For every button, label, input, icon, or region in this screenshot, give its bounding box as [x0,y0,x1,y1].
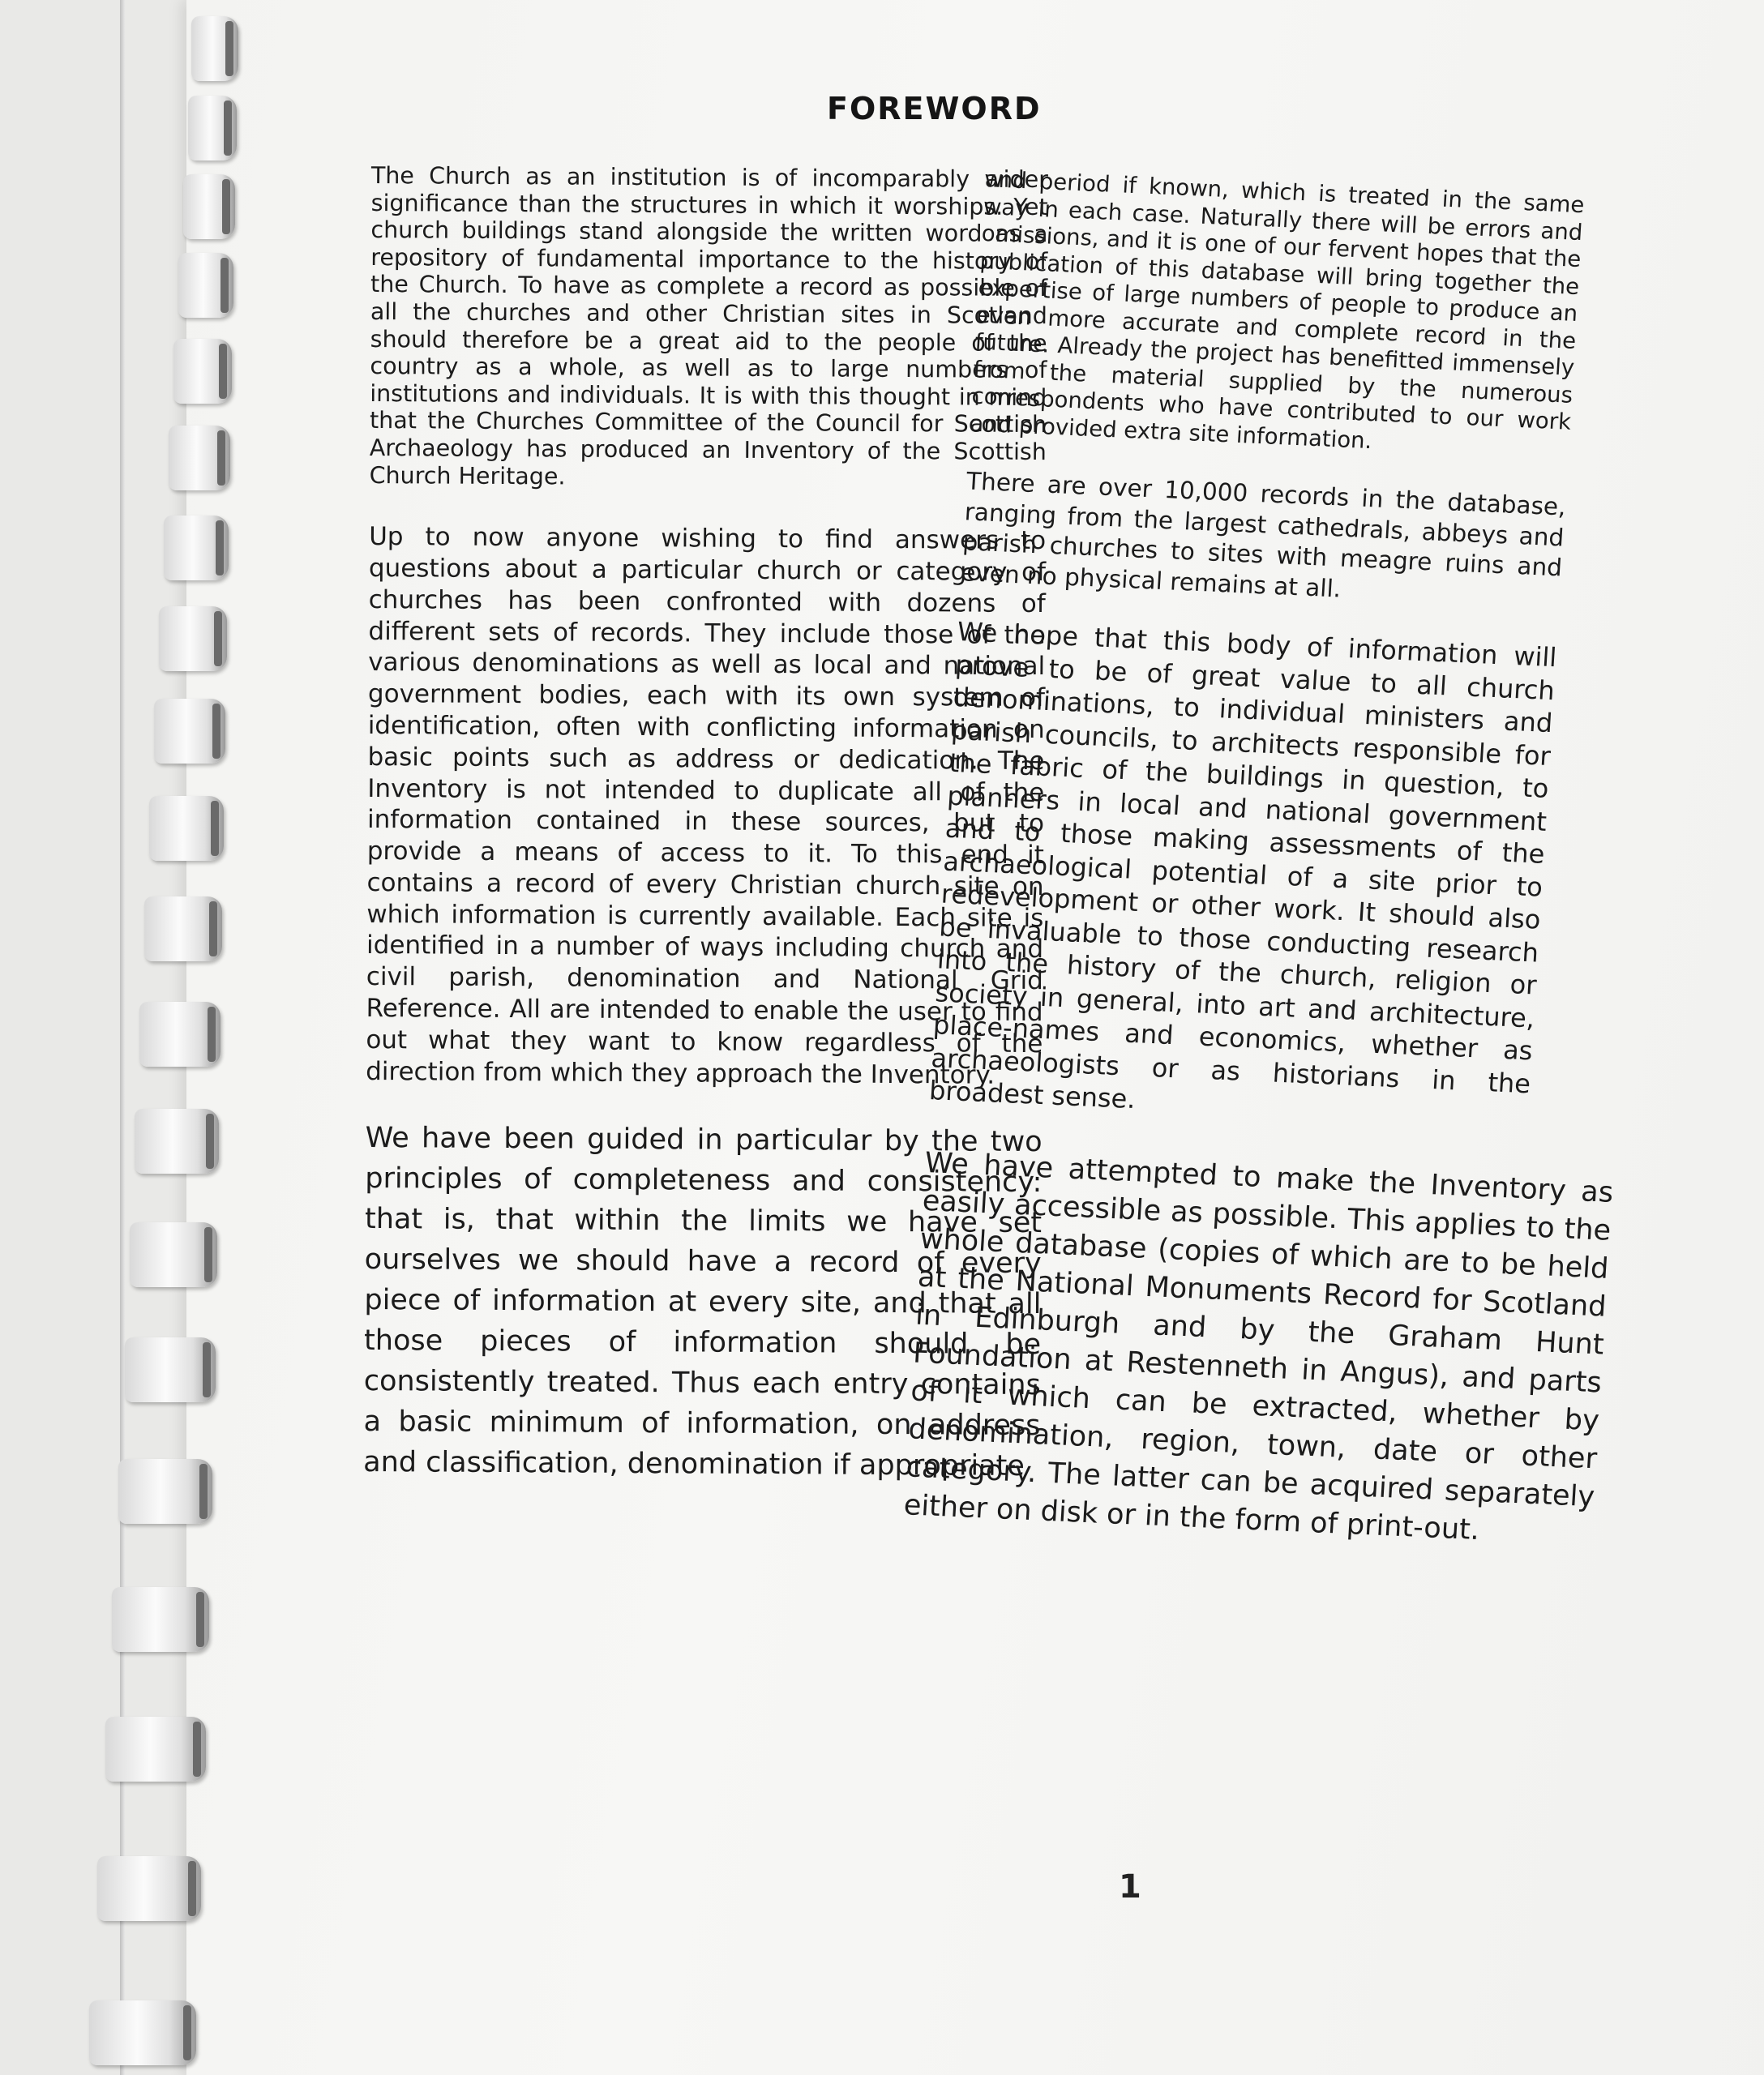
binding-ring [118,1459,212,1524]
paragraph: The Church as an institution is of incomparably wider significance than the structures in which it worships. Yet church buildings stand alongside the written word as a repository of fundamental importance to the history of the Church. To have as complete a record as possible of all the churches and other Christian sites in Scotland should therefore be a great aid to the people of the country as a whole, as well as to large numbers of institutions and individuals. It is with this thought in mind that the Churches Committee of the Council for Scottish Archaeology has produced an Inventory of the Scottish Church Heritage. [369,162,1048,490]
right-column [902,166,1615,1551]
binding-ring [130,1222,217,1287]
paragraph: We have attempted to make the Inventory as easily accessible as possible. This applies to the whole database (copies of which are to be held at the National Monuments Record for Scotland in Edinburgh and by the Graham Hunt Foundation at Restenneth in Angus), and parts of it which can be extracted, whether by denomination, region, town, date or other category. The latter can be acquired separately either on disk or in the form of print-out. [902,1146,1615,1547]
paragraph: Up to now anyone wishing to find answers to questions about a particular church or category of churches has been confronted with dozens of different sets of records. They include those of the various denominations as well as local and national government bodies, each with its own system of identification, often with conflicting information on basic points such as address or dedication. The Inventory is not intended to duplicate all of the information contained in these sources, but to provide a means of access to it. To this end it contains a record of every Christian church site on which information is currently available. Each site is identified in a number of ways including church and civil parish, denomination and National Grid Reference. All are intended to enable the user to find out what they want to know regardless of the direction from which they approach the Inventory. [366,522,1047,1090]
binding-ring [178,253,233,318]
binding-ring [191,16,238,81]
paragraph: and period if known, which is treated in the same way in each case. Naturally there will be errors and omissions, and it is one of our fervent hopes that the publication of this database will bring together the expertise of large numbers of people to produce an even more accurate and complete record in the future. Already the project has benefitted immensely from the material supplied by the numerous correspondents who have contributed to our work and provided extra site information. [969,166,1586,454]
binding-ring [97,1856,201,1921]
binding-ring [125,1337,216,1402]
binding-ring [135,1109,219,1174]
binding-ring [169,426,230,490]
binding-ring [105,1717,206,1782]
page-title: FOREWORD [827,91,1042,126]
binding-ring [173,339,232,404]
binding-ring [112,1587,209,1652]
binding-ring [188,96,237,160]
binding-ring [183,174,235,239]
binding-ring [159,606,227,671]
paragraph: We hope that this body of information will prove to be of great value to all church denominations, to individual ministers and parish councils, to architects responsible for the fabric of the buildings in question, to planners in local and national government and to those making assessments of the archaeological potential of a site prior to redevelopment or other work. It should also be invaluable to those conducting research into the history of the church, religion or society in general, into art and architecture, place-names and economics, whether as archaeologists or as historians in the broadest sense. [928,616,1558,1115]
binding-ring [154,699,225,764]
paragraph: We have been guided in particular by the two principles of completeness and consistency: that is, that within the limits we have set ourselves we should have a record of every piece of information at every site, and that all those pieces of information should be consistently treated. Thus each entry contains a basic minimum of information, on address and classification, denomination if appropriate [363,1122,1043,1483]
paragraph: There are over 10,000 records in the database, ranging from the largest cathedrals, abbeys and parish churches to sites with meagre ruins and even no physical remains at all. [960,467,1567,603]
binding-ring [144,896,222,961]
binding-ring [149,796,224,861]
comb-binding [0,0,243,2075]
binding-ring [139,1002,220,1067]
binding-ring [89,2000,196,2065]
page-number: 1 [1119,1868,1141,1906]
binding-ring [164,516,229,580]
